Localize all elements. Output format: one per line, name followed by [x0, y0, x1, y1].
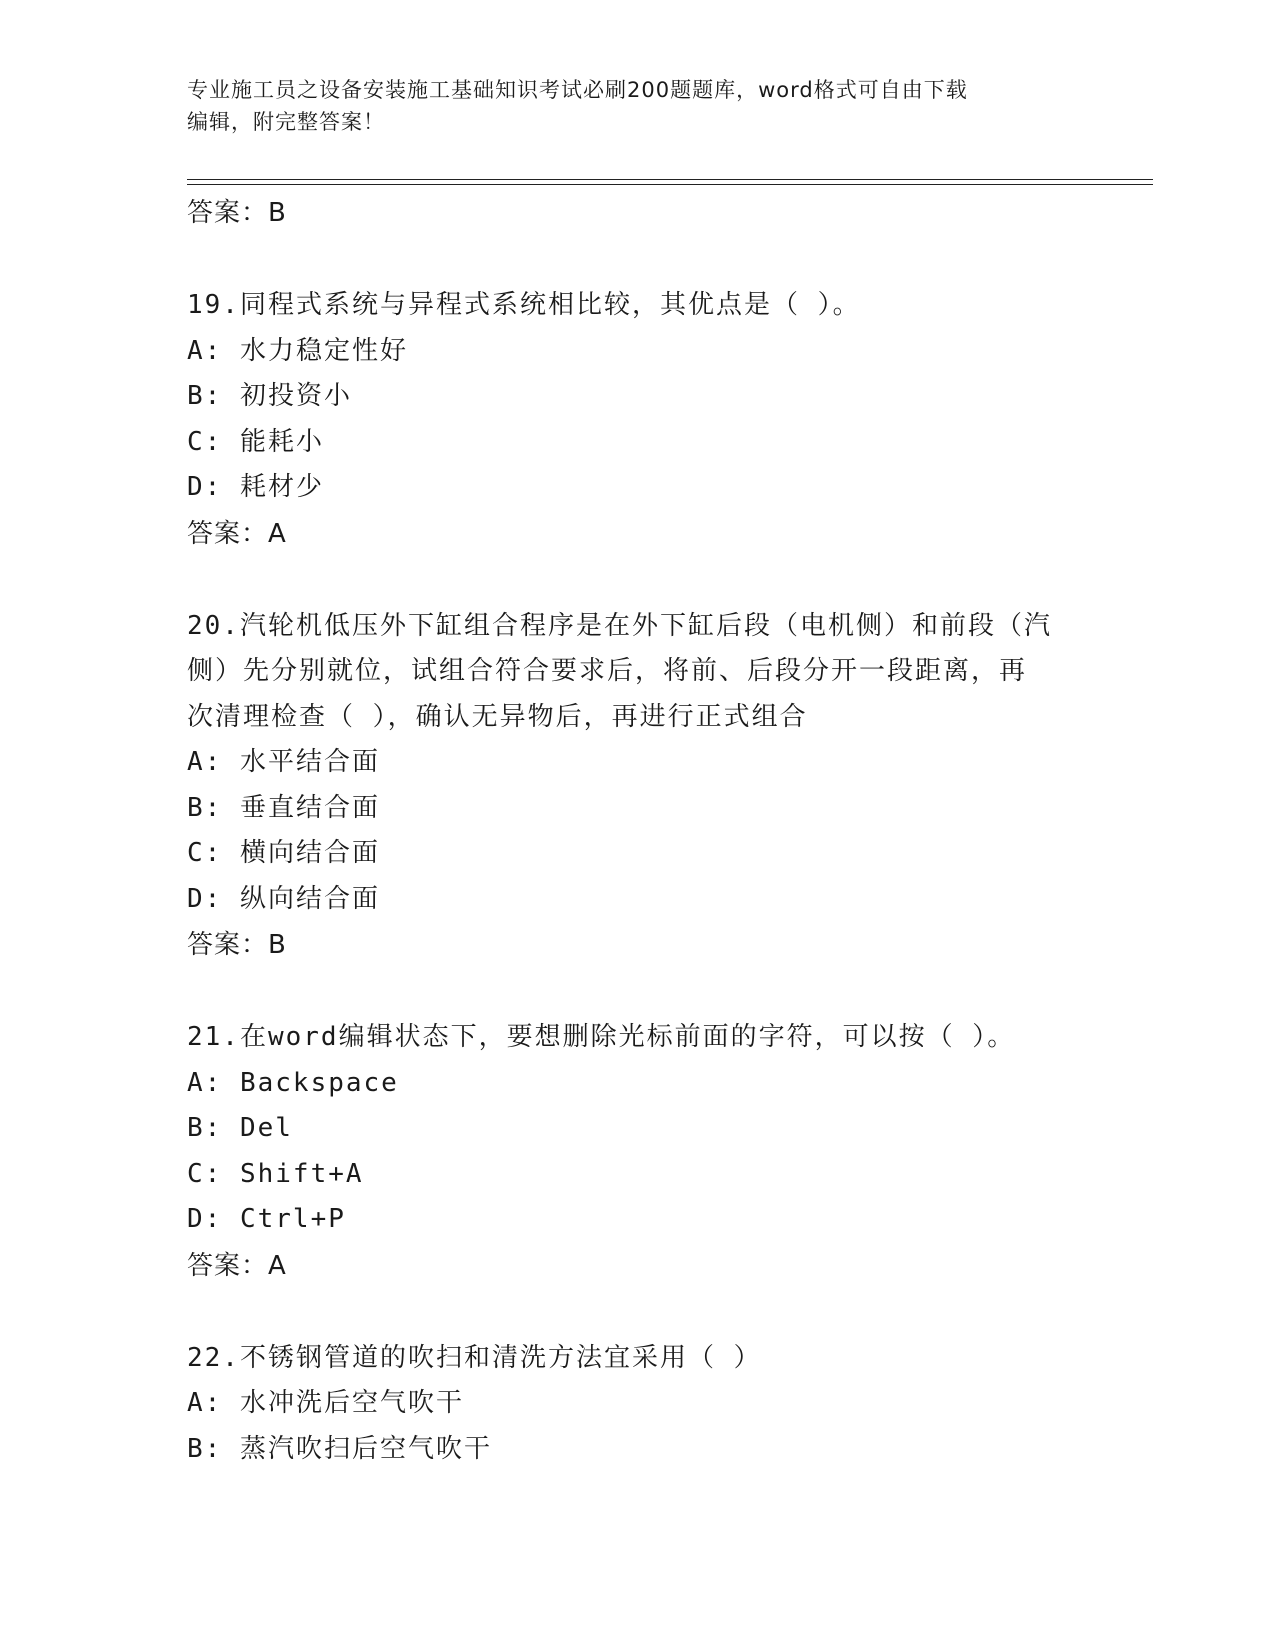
- option-d: D: Ctrl+P: [187, 1204, 346, 1234]
- answer: 答案：B: [187, 930, 287, 960]
- document-header: [187, 74, 1067, 138]
- question-19: [187, 283, 1087, 557]
- question-21: [187, 1015, 1087, 1289]
- spacer: [187, 1289, 1087, 1336]
- header-divider-bottom: [187, 184, 1153, 185]
- question-stem: 21.在word编辑状态下，要想删除光标前面的字符，可以按（ ）。: [187, 1022, 1016, 1052]
- option-a: A: 水力稳定性好: [187, 335, 408, 366]
- answer: 答案：A: [187, 1250, 287, 1281]
- header-title-line-2: 编辑，附完整答案！: [187, 110, 385, 134]
- question-stem: 次清理检查（ ），确认无异物后，再进行正式组合: [187, 701, 808, 732]
- previous-answer: 答案：B: [187, 198, 287, 228]
- spacer: [187, 557, 1087, 604]
- question-list: [187, 190, 1087, 1472]
- spacer: [187, 968, 1087, 1015]
- question-stem: 20.汽轮机低压外下缸组合程序是在外下缸后段（电机侧）和前段（汽: [187, 610, 1052, 641]
- answer: 答案：A: [187, 518, 287, 549]
- header-title-line-1: 专业施工员之设备安装施工基础知识考试必刷200题题库，word格式可自由下载: [187, 78, 968, 102]
- option-c: C: 能耗小: [187, 426, 324, 457]
- option-b: B: 蒸汽吹扫后空气吹干: [187, 1433, 492, 1464]
- question-stem: 侧）先分别就位，试组合符合要求后，将前、后段分开一段距离，再: [187, 656, 1028, 686]
- option-a: A: 水冲洗后空气吹干: [187, 1388, 464, 1418]
- option-c: C: 横向结合面: [187, 838, 380, 868]
- question-22: [187, 1336, 1087, 1473]
- question-stem: 22.不锈钢管道的吹扫和清洗方法宜采用（ ）: [187, 1342, 762, 1373]
- option-d: D: 耗材少: [187, 472, 324, 502]
- option-b: B: 垂直结合面: [187, 792, 380, 823]
- question-stem: 19.同程式系统与异程式系统相比较，其优点是（ ）。: [187, 290, 861, 320]
- option-c: C: Shift+A: [187, 1158, 364, 1189]
- option-a: A: Backspace: [187, 1067, 399, 1098]
- option-d: D: 纵向结合面: [187, 883, 380, 914]
- header-divider-top: [187, 179, 1153, 180]
- option-a: A: 水平结合面: [187, 747, 380, 777]
- option-b: B: Del: [187, 1113, 293, 1143]
- spacer: [187, 236, 1087, 283]
- question-20: [187, 604, 1087, 969]
- option-b: B: 初投资小: [187, 381, 352, 411]
